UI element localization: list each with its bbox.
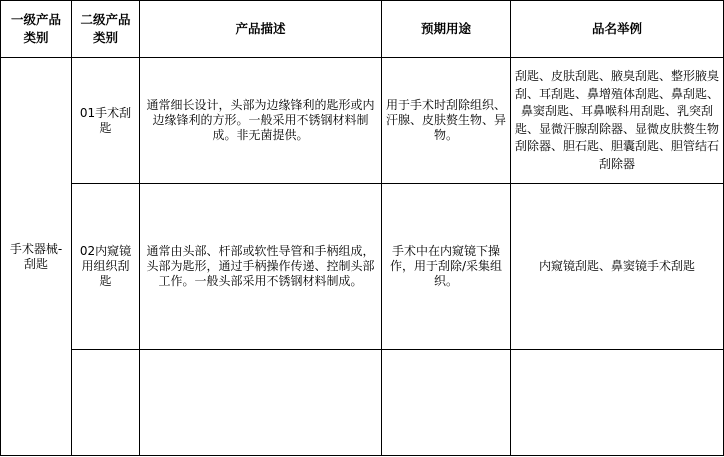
level2-category-cell: 01手术刮匙 [72, 58, 140, 184]
level2-category-cell: 02内窥镜用组织刮匙 [72, 184, 140, 350]
examples-cell: 刮匙、皮肤刮匙、腋臭刮匙、整形腋臭刮、耳刮匙、鼻增殖体刮匙、鼻刮匙、鼻窦刮匙、耳鼻喉科用刮匙、乳突刮匙、显微汗腺刮除器、显微皮肤赘生物刮除器、胆石匙、胆囊刮匙、胆管结石刮除器 [511, 58, 724, 184]
description-cell: 通常由头部、杆部或软性导管和手柄组成，头部为匙形，通过手柄操作传递、控制头部工作。一般头部采用不锈钢材料制成。 [140, 184, 382, 350]
table-row [1, 350, 724, 456]
header-examples: 品名举例 [511, 1, 724, 58]
level1-category-cell: 手术器械-刮匙 [1, 58, 72, 456]
intended-use-cell: 手术中在内窥镜下操作，用于刮除/采集组织。 [382, 184, 511, 350]
table-row [1, 184, 724, 350]
intended-use-cell: 用于手术时刮除组织、汗腺、皮肤赘生物、异物。 [382, 58, 511, 184]
level2-category-cell [72, 350, 140, 456]
table-row [1, 58, 724, 184]
intended-use-cell [382, 350, 511, 456]
description-cell [140, 350, 382, 456]
examples-cell [511, 350, 724, 456]
header-intended-use: 预期用途 [382, 1, 511, 58]
examples-cell: 内窥镜刮匙、鼻窦镜手术刮匙 [511, 184, 724, 350]
description-cell: 通常细长设计，头部为边缘锋利的匙形或内边缘锋利的方形。一般采用不锈钢材料制成。非无菌提供。 [140, 58, 382, 184]
table-header-row [1, 1, 724, 58]
header-level1-category: 一级产品类别 [1, 1, 72, 58]
header-level2-category: 二级产品类别 [72, 1, 140, 58]
header-description: 产品描述 [140, 1, 382, 58]
